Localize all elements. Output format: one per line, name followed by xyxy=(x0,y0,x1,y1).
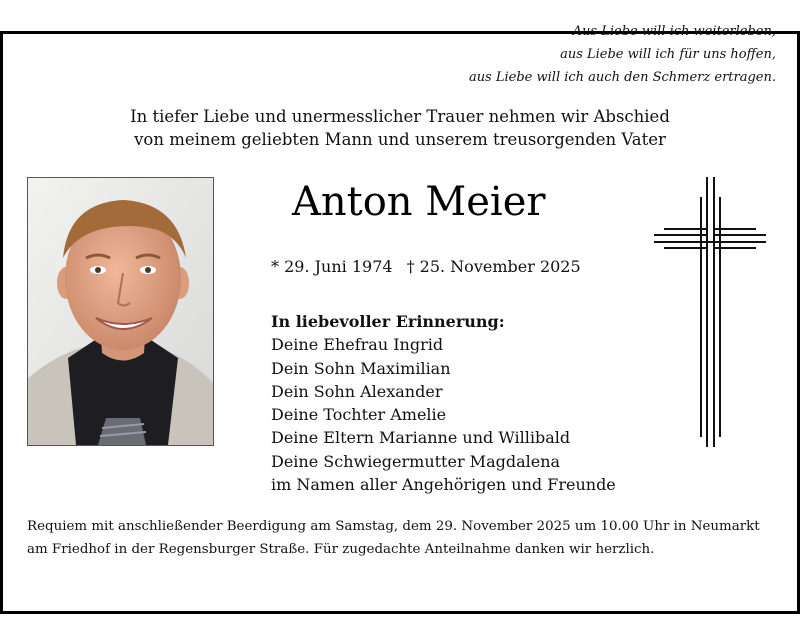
death-date: † 25. November 2025 xyxy=(406,257,581,276)
birth-date: * 29. Juni 1974 xyxy=(271,257,393,276)
mourner-line: im Namen aller Angehörigen und Freunde xyxy=(271,475,616,495)
portrait-photo xyxy=(27,177,214,446)
poem-line: aus Liebe will ich für uns hoffen, xyxy=(560,47,776,62)
mourner-line: Deine Ehefrau Ingrid xyxy=(271,335,444,355)
intro-line: In tiefer Liebe und unermesslicher Trauer nehmen wir Abschied xyxy=(130,107,670,126)
poem-line: Aus Liebe will ich weiterleben, xyxy=(572,24,776,39)
footer-notice xyxy=(27,515,760,561)
mourner-line: Deine Schwiegermutter Magdalena xyxy=(271,451,561,471)
intro-text xyxy=(0,105,800,151)
poem-line: aus Liebe will ich auch den Schmerz ertragen. xyxy=(468,70,776,85)
deceased-name: Anton Meier xyxy=(292,179,546,225)
mourner-line: Deine Tochter Amelie xyxy=(271,405,447,425)
life-dates xyxy=(271,256,581,278)
mourner-line: Dein Sohn Alexander xyxy=(271,381,443,401)
mourners-list xyxy=(271,310,616,496)
mourner-line: Dein Sohn Maximilian xyxy=(271,358,451,378)
mourner-line: Deine Eltern Marianne und Willibald xyxy=(271,428,571,448)
poem xyxy=(469,20,776,89)
footer-line: am Friedhof in der Regensburger Straße. Für zugedachte Anteilnahme danken wir herzlich. xyxy=(27,542,655,557)
intro-line: von meinem geliebten Mann und unserem treusorgenden Vater xyxy=(134,130,666,149)
memory-heading: In liebevoller Erinnerung: xyxy=(271,312,505,331)
cross-icon xyxy=(650,177,770,447)
footer-line: Requiem mit anschließender Beerdigung am Samstag, dem 29. November 2025 um 10.00 Uhr in Neumarkt xyxy=(27,519,760,534)
